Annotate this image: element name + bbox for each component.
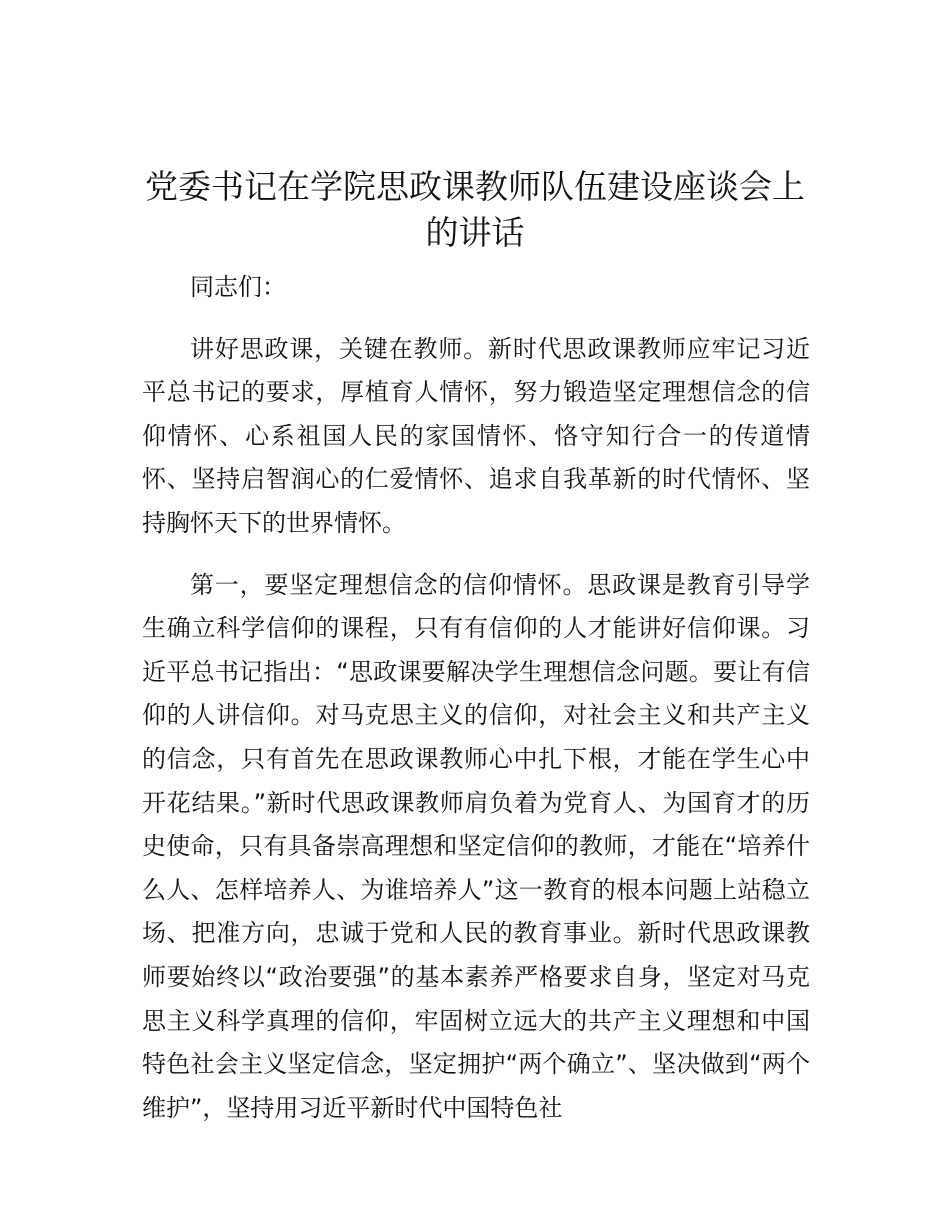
document-body	[142, 266, 810, 1130]
paragraph-first-point: 第一，要坚定理想信念的信仰情怀。思政课是教育引导学生确立科学信仰的课程，只有有信仰的人才能讲好信仰课。习近平总书记指出：“思政课要解决学生理想信念问题。要让有信仰的人讲信仰。对马克思主义的信仰，对社会主义和共产主义的信念，只有首先在思政课教师心中扎下根，才能在学生心中开花结果。”新时代思政课教师肩负着为党育人、为国育才的历史使命，只有具备崇高理想和坚定信仰的教师，才能在“培养什么人、怎样培养人、为谁培养人”这一教育的根本问题上站稳立场、把准方向，忠诚于党和人民的教育事业。新时代思政课教师要始终以“政治要强”的基本素养严格要求自身，坚定对马克思主义科学真理的信仰，牢固树立远大的共产主义理想和中国特色社会主义坚定信念，坚定拥护“两个确立”、坚决做到“两个维护”，坚持用习近平新时代中国特色社	[142, 570, 810, 1122]
document-title: 党委书记在学院思政课教师队伍建设座谈会上的讲话	[145, 167, 805, 252]
salutation: 同志们：	[190, 273, 286, 301]
paragraph-intro: 讲好思政课，关键在教师。新时代思政课教师应牢记习近平总书记的要求，厚植育人情怀，努力锻造坚定理想信念的信仰情怀、心系祖国人民的家国情怀、恪守知行合一的传道情怀、坚持启智润心的仁爱情怀、追求自我革新的时代情怀、坚持胸怀天下的世界情怀。	[142, 334, 810, 537]
